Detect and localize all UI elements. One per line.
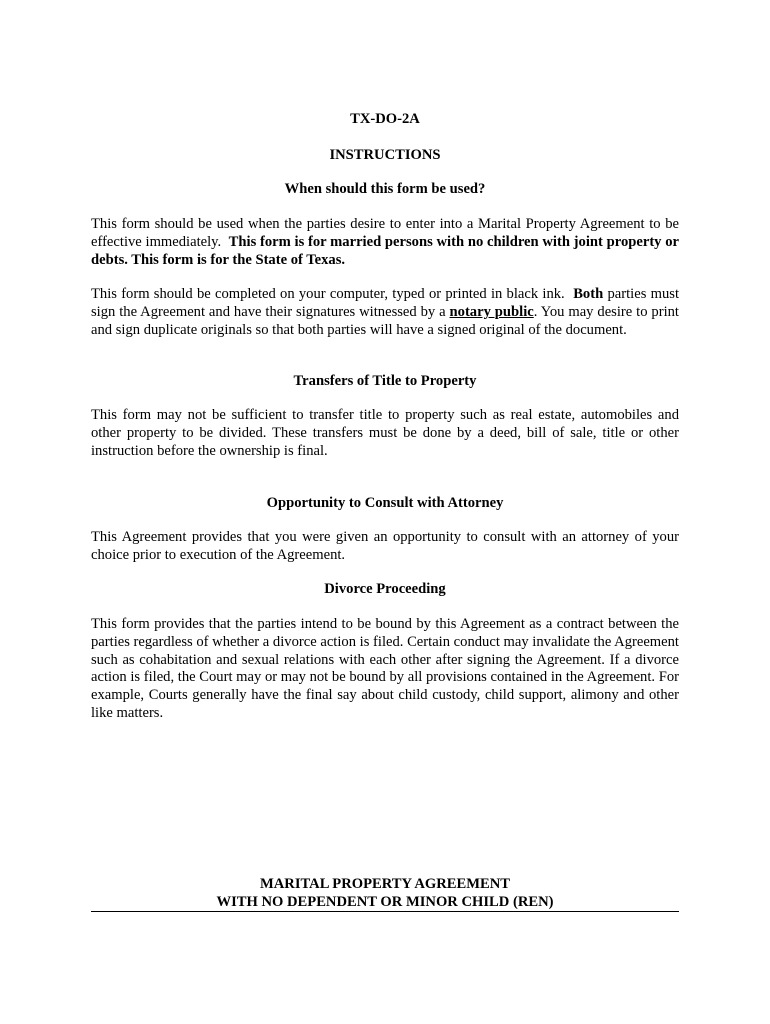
when-used-heading: When should this form be used? (284, 181, 486, 197)
divorce-paragraph: This form provides that the parties intend to be bound by this Agreement as a contract between the parties regardless of whether a divorce action is filed. Certain conduct may invalidate the Agreement such as cohabitation and sexual relations with each other after signing the Agreement. If a divorce action is filed, the Court may or may not be bound by all provisions contained in the Agreement. For example, Courts generally have the final say about child custody, child support, alimony and other like matters. (91, 616, 679, 721)
agreement-title (91, 876, 679, 912)
when-used-bold-text: This form is for married persons with no children with joint property or debts. This form is for the State of Texas. (91, 233, 679, 268)
completion-text-3: . You may desire to print and sign duplicate originals so that both parties will have a signed original of the document. (91, 303, 679, 338)
attorney-heading: Opportunity to Consult with Attorney (266, 495, 504, 511)
when-used-paragraph (91, 216, 679, 269)
instructions-heading: INSTRUCTIONS (329, 147, 441, 163)
title-underline-divider (91, 911, 679, 912)
transfers-heading: Transfers of Title to Property (293, 373, 477, 389)
completion-bold-both: Both (573, 286, 604, 302)
completion-paragraph (91, 286, 679, 339)
transfers-paragraph: This form may not be sufficient to transfer title to property such as real estate, automobiles and other property to be divided. These transfers must be done by a deed, bill of sale, title or other instruction before the ownership is final. (91, 407, 679, 459)
agreement-title-line1: MARITAL PROPERTY AGREEMENT (259, 876, 511, 892)
divorce-heading: Divorce Proceeding (324, 581, 446, 597)
agreement-title-line2: WITH NO DEPENDENT OR MINOR CHILD (REN) (216, 894, 554, 910)
when-used-text: This form should be used when the parties desire to enter into a Marital Property Agreement to be effective immediately. (91, 216, 679, 250)
attorney-paragraph: This Agreement provides that you were given an opportunity to consult with an attorney of your choice prior to execution of the Agreement. (91, 529, 679, 563)
completion-text-2: parties must sign the Agreement and have their signatures witnessed by a (91, 286, 679, 320)
notary-public-link[interactable]: notary public (449, 303, 534, 320)
form-code: TX-DO-2A (350, 111, 420, 127)
completion-text-1: This form should be completed on your computer, typed or printed in black ink. (91, 286, 565, 302)
